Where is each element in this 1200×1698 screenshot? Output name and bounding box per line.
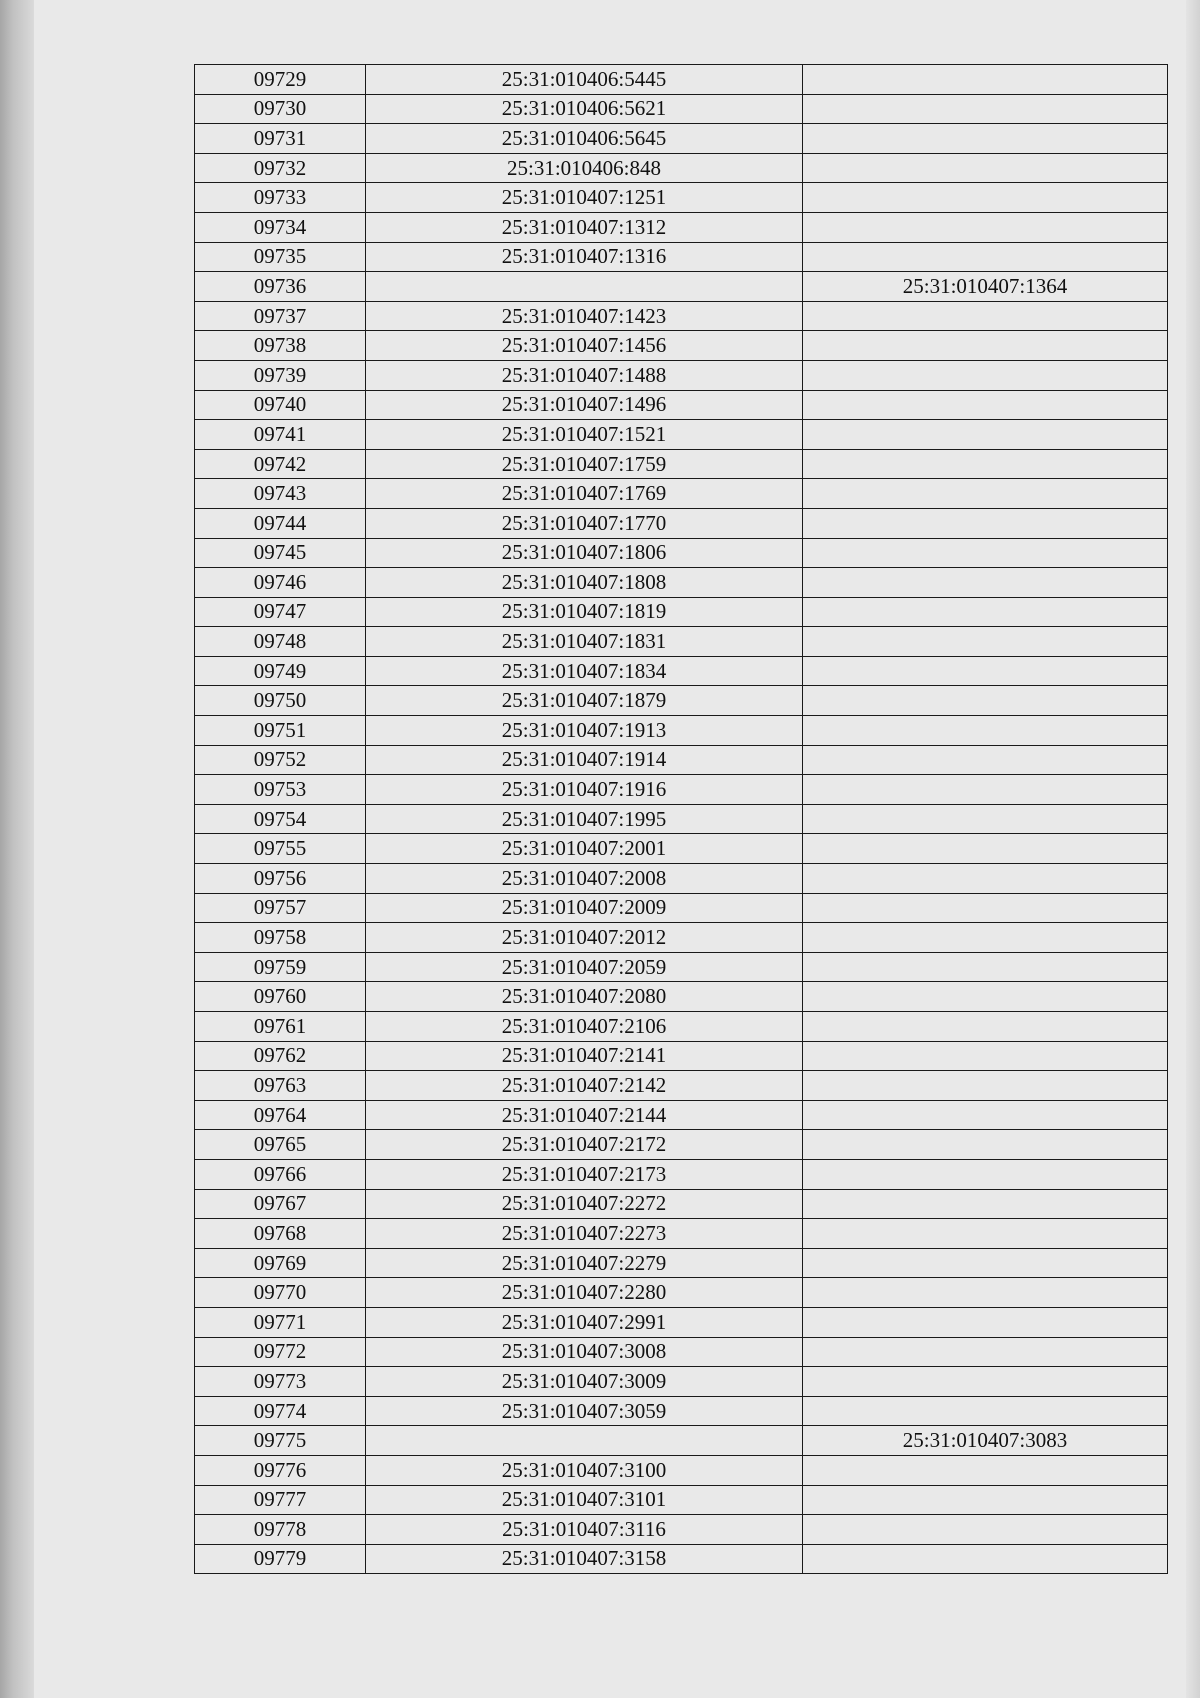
- row-number-cell: 09748: [195, 627, 366, 657]
- cadastral-number-cell: 25:31:010407:1916: [366, 775, 803, 805]
- table-row: [195, 716, 1168, 746]
- cadastral-number-cell: 25:31:010407:2991: [366, 1307, 803, 1337]
- cadastral-number-cell: 25:31:010407:1831: [366, 627, 803, 657]
- cadastral-number-cell: 25:31:010407:1834: [366, 656, 803, 686]
- row-number-cell: 09742: [195, 449, 366, 479]
- table-row: [195, 212, 1168, 242]
- cadastral-number-cell: 25:31:010407:3116: [366, 1515, 803, 1545]
- extra-cadastral-number-cell: [803, 1248, 1168, 1278]
- row-number-cell: 09733: [195, 183, 366, 213]
- cadastral-number-cell: 25:31:010407:1806: [366, 538, 803, 568]
- row-number-cell: 09752: [195, 745, 366, 775]
- cadastral-number-cell: 25:31:010407:2141: [366, 1041, 803, 1071]
- extra-cadastral-number-cell: [803, 1455, 1168, 1485]
- table-row: [195, 390, 1168, 420]
- extra-cadastral-number-cell: [803, 1396, 1168, 1426]
- row-number-cell: 09760: [195, 982, 366, 1012]
- extra-cadastral-number-cell: [803, 1515, 1168, 1545]
- table-row: [195, 1189, 1168, 1219]
- scan-shadow-left: [0, 0, 34, 1698]
- row-number-cell: 09775: [195, 1426, 366, 1456]
- cadastral-number-cell: 25:31:010407:2273: [366, 1219, 803, 1249]
- row-number-cell: 09778: [195, 1515, 366, 1545]
- row-number-cell: 09762: [195, 1041, 366, 1071]
- table-row: [195, 982, 1168, 1012]
- table-row: [195, 1455, 1168, 1485]
- cadastral-number-cell: 25:31:010407:3008: [366, 1337, 803, 1367]
- table-row: [195, 864, 1168, 894]
- extra-cadastral-number-cell: [803, 508, 1168, 538]
- extra-cadastral-number-cell: [803, 479, 1168, 509]
- table-row: [195, 834, 1168, 864]
- cadastral-number-cell: 25:31:010407:2272: [366, 1189, 803, 1219]
- cadastral-number-cell: 25:31:010407:3009: [366, 1367, 803, 1397]
- table-row: [195, 923, 1168, 953]
- row-number-cell: 09737: [195, 301, 366, 331]
- cadastral-number-cell: 25:31:010407:2279: [366, 1248, 803, 1278]
- extra-cadastral-number-cell: [803, 301, 1168, 331]
- row-number-cell: 09749: [195, 656, 366, 686]
- cadastral-number-cell: 25:31:010407:3158: [366, 1544, 803, 1574]
- row-number-cell: 09740: [195, 390, 366, 420]
- extra-cadastral-number-cell: [803, 1159, 1168, 1189]
- table-row: [195, 893, 1168, 923]
- extra-cadastral-number-cell: [803, 390, 1168, 420]
- table-row: [195, 65, 1168, 95]
- extra-cadastral-number-cell: [803, 94, 1168, 124]
- cadastral-number-cell: 25:31:010407:1312: [366, 212, 803, 242]
- row-number-cell: 09755: [195, 834, 366, 864]
- extra-cadastral-number-cell: [803, 331, 1168, 361]
- table-row: [195, 1100, 1168, 1130]
- table-row: [195, 1544, 1168, 1574]
- extra-cadastral-number-cell: [803, 65, 1168, 95]
- cadastral-number-cell: [366, 1426, 803, 1456]
- cadastral-number-cell: 25:31:010407:2059: [366, 952, 803, 982]
- extra-cadastral-number-cell: [803, 1130, 1168, 1160]
- row-number-cell: 09771: [195, 1307, 366, 1337]
- extra-cadastral-number-cell: [803, 1278, 1168, 1308]
- row-number-cell: 09751: [195, 716, 366, 746]
- table-row: [195, 1248, 1168, 1278]
- row-number-cell: 09758: [195, 923, 366, 953]
- cadastral-number-cell: 25:31:010407:3101: [366, 1485, 803, 1515]
- table-row: [195, 775, 1168, 805]
- table-row: [195, 94, 1168, 124]
- extra-cadastral-number-cell: [803, 834, 1168, 864]
- extra-cadastral-number-cell: [803, 538, 1168, 568]
- cadastral-number-cell: 25:31:010407:2172: [366, 1130, 803, 1160]
- cadastral-number-cell: 25:31:010407:1316: [366, 242, 803, 272]
- extra-cadastral-number-cell: [803, 952, 1168, 982]
- cadastral-number-cell: 25:31:010407:2080: [366, 982, 803, 1012]
- cadastral-number-cell: 25:31:010407:1879: [366, 686, 803, 716]
- row-number-cell: 09750: [195, 686, 366, 716]
- extra-cadastral-number-cell: [803, 1012, 1168, 1042]
- cadastral-number-cell: 25:31:010407:1251: [366, 183, 803, 213]
- cadastral-number-table: [194, 64, 1168, 1574]
- extra-cadastral-number-cell: 25:31:010407:3083: [803, 1426, 1168, 1456]
- extra-cadastral-number-cell: [803, 864, 1168, 894]
- row-number-cell: 09772: [195, 1337, 366, 1367]
- table-row: [195, 183, 1168, 213]
- cadastral-number-cell: 25:31:010407:1496: [366, 390, 803, 420]
- cadastral-number-cell: 25:31:010407:2173: [366, 1159, 803, 1189]
- cadastral-number-cell: [366, 272, 803, 302]
- table-row: [195, 804, 1168, 834]
- table-row: [195, 627, 1168, 657]
- extra-cadastral-number-cell: [803, 1337, 1168, 1367]
- row-number-cell: 09759: [195, 952, 366, 982]
- row-number-cell: 09765: [195, 1130, 366, 1160]
- extra-cadastral-number-cell: 25:31:010407:1364: [803, 272, 1168, 302]
- row-number-cell: 09764: [195, 1100, 366, 1130]
- table-row: [195, 1396, 1168, 1426]
- extra-cadastral-number-cell: [803, 1485, 1168, 1515]
- table-row: [195, 508, 1168, 538]
- table-row: [195, 420, 1168, 450]
- extra-cadastral-number-cell: [803, 212, 1168, 242]
- table-row: [195, 360, 1168, 390]
- row-number-cell: 09777: [195, 1485, 366, 1515]
- row-number-cell: 09747: [195, 597, 366, 627]
- cadastral-number-cell: 25:31:010407:2106: [366, 1012, 803, 1042]
- cadastral-number-cell: 25:31:010407:2280: [366, 1278, 803, 1308]
- row-number-cell: 09731: [195, 124, 366, 154]
- row-number-cell: 09768: [195, 1219, 366, 1249]
- cadastral-number-cell: 25:31:010407:3059: [366, 1396, 803, 1426]
- cadastral-number-cell: 25:31:010407:1423: [366, 301, 803, 331]
- extra-cadastral-number-cell: [803, 1189, 1168, 1219]
- table-row: [195, 1130, 1168, 1160]
- table-row: [195, 568, 1168, 598]
- cadastral-number-cell: 25:31:010406:5445: [366, 65, 803, 95]
- extra-cadastral-number-cell: [803, 775, 1168, 805]
- table-row: [195, 1278, 1168, 1308]
- extra-cadastral-number-cell: [803, 153, 1168, 183]
- scan-shadow-right: [1186, 0, 1200, 1698]
- table-row: [195, 479, 1168, 509]
- table-row: [195, 1219, 1168, 1249]
- table-row: [195, 1426, 1168, 1456]
- table-row: [195, 597, 1168, 627]
- extra-cadastral-number-cell: [803, 686, 1168, 716]
- row-number-cell: 09757: [195, 893, 366, 923]
- cadastral-number-cell: 25:31:010407:1759: [366, 449, 803, 479]
- row-number-cell: 09729: [195, 65, 366, 95]
- cadastral-number-cell: 25:31:010407:1456: [366, 331, 803, 361]
- row-number-cell: 09769: [195, 1248, 366, 1278]
- cadastral-number-cell: 25:31:010406:5621: [366, 94, 803, 124]
- table-row: [195, 272, 1168, 302]
- cadastral-number-cell: 25:31:010407:1819: [366, 597, 803, 627]
- table-row: [195, 1367, 1168, 1397]
- row-number-cell: 09767: [195, 1189, 366, 1219]
- table-row: [195, 331, 1168, 361]
- row-number-cell: 09774: [195, 1396, 366, 1426]
- extra-cadastral-number-cell: [803, 1219, 1168, 1249]
- extra-cadastral-number-cell: [803, 982, 1168, 1012]
- cadastral-number-cell: 25:31:010407:1770: [366, 508, 803, 538]
- cadastral-number-cell: 25:31:010407:2008: [366, 864, 803, 894]
- extra-cadastral-number-cell: [803, 804, 1168, 834]
- row-number-cell: 09734: [195, 212, 366, 242]
- cadastral-number-cell: 25:31:010407:1769: [366, 479, 803, 509]
- cadastral-number-cell: 25:31:010406:848: [366, 153, 803, 183]
- cadastral-number-cell: 25:31:010407:2142: [366, 1071, 803, 1101]
- cadastral-number-cell: 25:31:010407:1808: [366, 568, 803, 598]
- row-number-cell: 09738: [195, 331, 366, 361]
- table-row: [195, 242, 1168, 272]
- table-row: [195, 1515, 1168, 1545]
- row-number-cell: 09739: [195, 360, 366, 390]
- row-number-cell: 09745: [195, 538, 366, 568]
- row-number-cell: 09735: [195, 242, 366, 272]
- cadastral-number-cell: 25:31:010407:2001: [366, 834, 803, 864]
- row-number-cell: 09743: [195, 479, 366, 509]
- table-row: [195, 952, 1168, 982]
- cadastral-number-cell: 25:31:010407:1914: [366, 745, 803, 775]
- table-row: [195, 538, 1168, 568]
- table-row: [195, 656, 1168, 686]
- table-body: [195, 65, 1168, 1574]
- extra-cadastral-number-cell: [803, 420, 1168, 450]
- row-number-cell: 09753: [195, 775, 366, 805]
- extra-cadastral-number-cell: [803, 1071, 1168, 1101]
- document-page: [34, 0, 1186, 1698]
- table-row: [195, 1159, 1168, 1189]
- extra-cadastral-number-cell: [803, 124, 1168, 154]
- table-row: [195, 153, 1168, 183]
- row-number-cell: 09770: [195, 1278, 366, 1308]
- row-number-cell: 09732: [195, 153, 366, 183]
- row-number-cell: 09744: [195, 508, 366, 538]
- extra-cadastral-number-cell: [803, 597, 1168, 627]
- row-number-cell: 09756: [195, 864, 366, 894]
- table-row: [195, 1307, 1168, 1337]
- table-row: [195, 1041, 1168, 1071]
- row-number-cell: 09766: [195, 1159, 366, 1189]
- cadastral-number-cell: 25:31:010407:1913: [366, 716, 803, 746]
- extra-cadastral-number-cell: [803, 183, 1168, 213]
- extra-cadastral-number-cell: [803, 449, 1168, 479]
- extra-cadastral-number-cell: [803, 242, 1168, 272]
- cadastral-number-cell: 25:31:010406:5645: [366, 124, 803, 154]
- table-row: [195, 449, 1168, 479]
- extra-cadastral-number-cell: [803, 1041, 1168, 1071]
- table-row: [195, 1485, 1168, 1515]
- extra-cadastral-number-cell: [803, 568, 1168, 598]
- cadastral-number-cell: 25:31:010407:2009: [366, 893, 803, 923]
- extra-cadastral-number-cell: [803, 923, 1168, 953]
- extra-cadastral-number-cell: [803, 1100, 1168, 1130]
- row-number-cell: 09730: [195, 94, 366, 124]
- cadastral-number-cell: 25:31:010407:1488: [366, 360, 803, 390]
- table-row: [195, 1071, 1168, 1101]
- extra-cadastral-number-cell: [803, 627, 1168, 657]
- extra-cadastral-number-cell: [803, 656, 1168, 686]
- cadastral-number-cell: 25:31:010407:1995: [366, 804, 803, 834]
- row-number-cell: 09773: [195, 1367, 366, 1397]
- row-number-cell: 09736: [195, 272, 366, 302]
- table-row: [195, 745, 1168, 775]
- table-row: [195, 1337, 1168, 1367]
- table-row: [195, 124, 1168, 154]
- extra-cadastral-number-cell: [803, 745, 1168, 775]
- extra-cadastral-number-cell: [803, 1544, 1168, 1574]
- cadastral-number-cell: 25:31:010407:3100: [366, 1455, 803, 1485]
- table-row: [195, 301, 1168, 331]
- extra-cadastral-number-cell: [803, 716, 1168, 746]
- row-number-cell: 09779: [195, 1544, 366, 1574]
- row-number-cell: 09746: [195, 568, 366, 598]
- cadastral-number-cell: 25:31:010407:2012: [366, 923, 803, 953]
- cadastral-number-cell: 25:31:010407:2144: [366, 1100, 803, 1130]
- row-number-cell: 09776: [195, 1455, 366, 1485]
- extra-cadastral-number-cell: [803, 893, 1168, 923]
- cadastral-number-cell: 25:31:010407:1521: [366, 420, 803, 450]
- row-number-cell: 09763: [195, 1071, 366, 1101]
- row-number-cell: 09741: [195, 420, 366, 450]
- table-row: [195, 1012, 1168, 1042]
- row-number-cell: 09761: [195, 1012, 366, 1042]
- row-number-cell: 09754: [195, 804, 366, 834]
- extra-cadastral-number-cell: [803, 360, 1168, 390]
- extra-cadastral-number-cell: [803, 1307, 1168, 1337]
- extra-cadastral-number-cell: [803, 1367, 1168, 1397]
- table-row: [195, 686, 1168, 716]
